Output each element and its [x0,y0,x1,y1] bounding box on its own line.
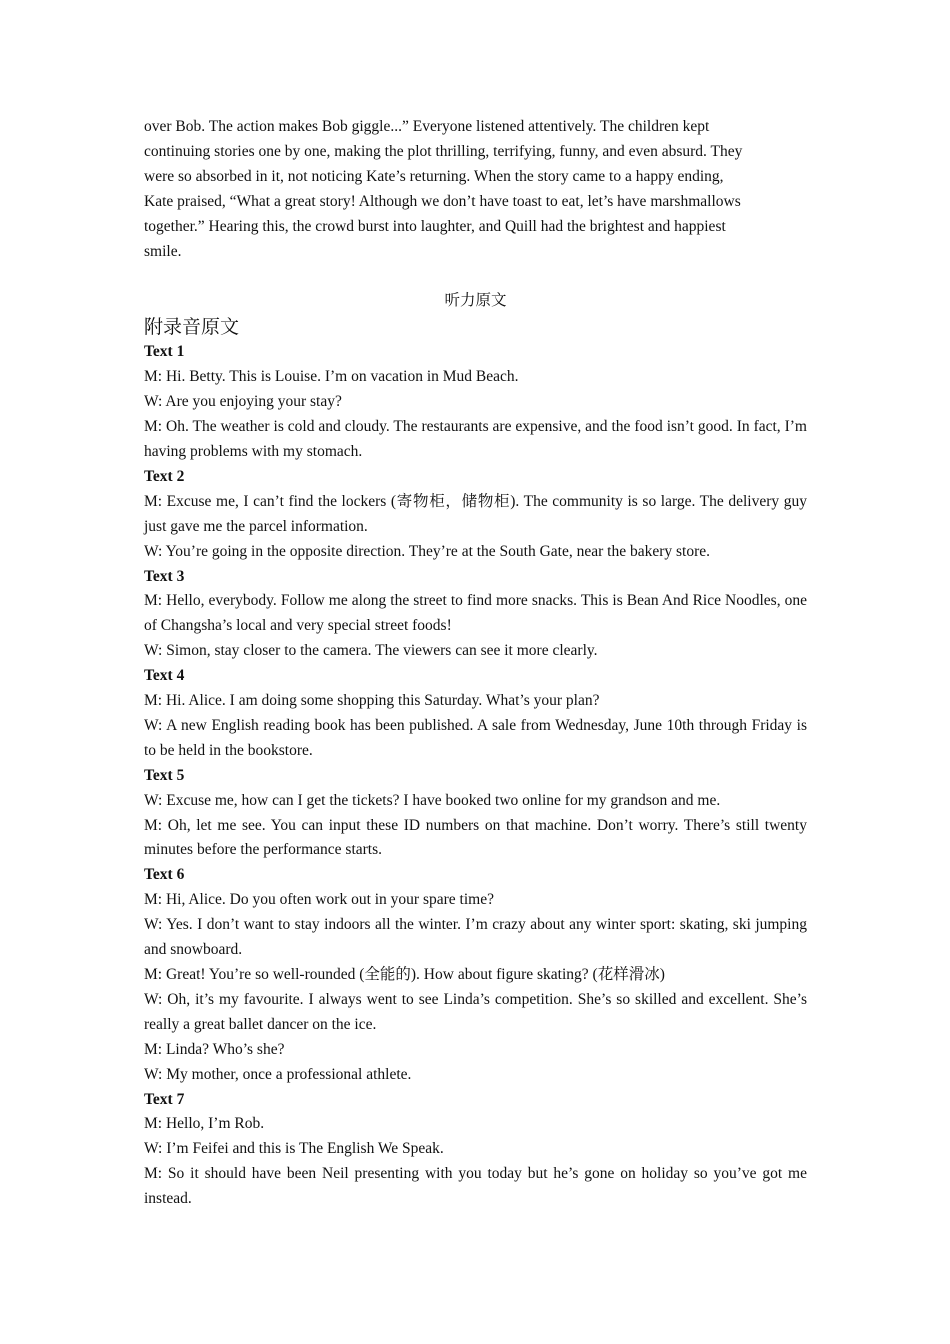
dialogue-line: W: You’re going in the opposite direction. They’re at the South Gate, near the bakery store. [144,542,711,560]
page-title: 听力原文 [444,292,507,310]
dialogue-line: M: Hello, I’m Rob. [144,1115,265,1133]
text-block-2 [144,465,807,565]
dialogue-line: W: Oh, it’s my favourite. I always went to see Linda’s competition. She’s so skilled and excellent. She’s really a great ballet dancer on the ice. [144,990,807,1033]
appendix-heading: 附录音原文 [144,316,240,339]
dialogue-line: W: Yes. I don’t want to stay indoors all the winter. I’m crazy about any winter sport: skating, ski jumping and snowboard. [144,916,807,959]
text-label: Text 6 [144,866,185,884]
text-label: Text 2 [144,467,185,485]
story-line: were so absorbed in it, not noticing Kate’s returning. When the story came to a happy ending, [144,167,724,185]
text-block-3 [144,565,807,665]
dialogue-line: M: Linda? Who’s she? [144,1040,285,1058]
dialogue-line: W: A new English reading book has been published. A sale from Wednesday, June 10th through Friday is to be held in the bookstore. [144,716,807,759]
text-label: Text 1 [144,343,185,361]
dialogue-line: M: Hi. Betty. This is Louise. I’m on vacation in Mud Beach. [144,368,519,386]
story-line: together.” Hearing this, the crowd burst into laughter, and Quill had the brightest and happiest [144,217,726,235]
dialogue-line: W: Excuse me, how can I get the tickets? I have booked two online for my grandson and me. [144,791,721,809]
text-label: Text 7 [144,1090,185,1108]
text-label: Text 5 [144,766,185,784]
document-page [144,115,807,1212]
dialogue-line: W: Are you enjoying your stay? [144,393,342,411]
text-label: Text 3 [144,567,185,585]
story-line: smile. [144,242,182,260]
dialogue-line: W: Simon, stay closer to the camera. The viewers can see it more clearly. [144,642,598,660]
dialogue-line: M: So it should have been Neil presenting with you today but he’s gone on holiday so you’ve got me instead. [144,1165,807,1208]
dialogue-line: W: I’m Feifei and this is The English We Speak. [144,1140,444,1158]
text-block-4 [144,664,807,764]
dialogue-line: M: Hi. Alice. I am doing some shopping this Saturday. What’s your plan? [144,692,600,710]
dialogue-line: M: Excuse me, I can’t find the lockers (寄物柜，储物柜). The community is so large. The delivery guy just gave me the parcel information. [144,492,807,535]
dialogue-line: M: Hello, everybody. Follow me along the street to find more snacks. This is Bean And Rice Noodles, one of Changsha’s local and very special street foods! [144,592,807,635]
text-block-6 [144,863,807,1087]
story-paragraph [144,115,807,264]
story-line: continuing stories one by one, making the plot thrilling, terrifying, funny, and even absurd. They [144,142,743,160]
dialogue-line: M: Hi, Alice. Do you often work out in your spare time? [144,891,494,909]
dialogue-line: M: Oh, let me see. You can input these ID numbers on that machine. Don’t worry. There’s still twenty minutes before the performance starts. [144,816,807,859]
spacer [144,264,807,289]
text-block-1 [144,340,807,465]
dialogue-line: M: Great! You’re so well-rounded (全能的). How about figure skating? (花样滑冰) [144,966,665,983]
dialogue-line: W: My mother, once a professional athlete. [144,1065,412,1083]
text-label: Text 4 [144,667,185,685]
text-block-5 [144,764,807,864]
story-line: Kate praised, “What a great story! Although we don’t have toast to eat, let’s have marshmallows [144,192,741,210]
text-block-7 [144,1088,807,1213]
story-line: over Bob. The action makes Bob giggle...” Everyone listened attentively. The children kept [144,118,710,135]
dialogue-line: M: Oh. The weather is cold and cloudy. The restaurants are expensive, and the food isn’t good. In fact, I’m having problems with my stomach. [144,418,807,460]
